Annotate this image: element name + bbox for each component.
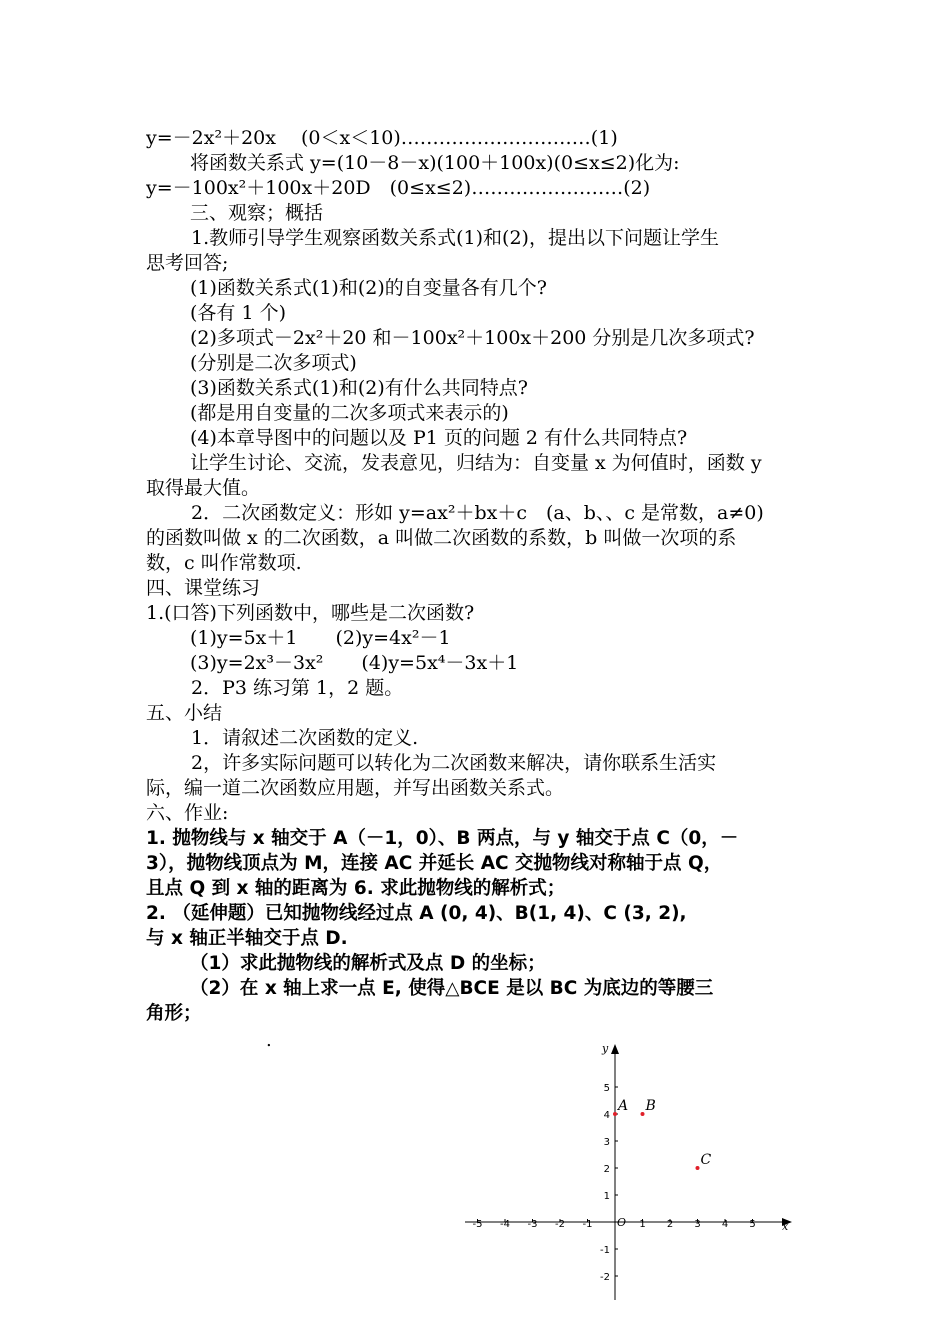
homework-line: 角形； <box>146 1003 202 1024</box>
x-tick-label: -1 <box>582 1219 593 1230</box>
x-axis-label: x <box>782 1220 789 1233</box>
definition-line: 的函数叫做 x 的二次函数，a 叫做二次函数的系数，b 叫做一次项的系 <box>146 527 737 549</box>
text-line: 1.教师引导学生观察函数关系式(1)和(2)，提出以下问题让学生 <box>191 227 719 249</box>
exercise-line: (1)y=5x＋1 (2)y=4x²－1 <box>190 627 451 649</box>
y-tick-label: 1 <box>603 1191 610 1202</box>
question-line: (2)多项式－2x²＋20 和－100x²＋100x＋200 分别是几次多项式? <box>190 327 755 349</box>
origin-label: O <box>617 1216 627 1229</box>
definition-line: 数，c 叫作常数项. <box>146 552 302 574</box>
y-tick-label: 4 <box>603 1110 610 1121</box>
text-line: 让学生讨论、交流，发表意见，归结为：自变量 x 为何值时，函数 y <box>190 452 762 474</box>
homework-line: 3），抛物线顶点为 M，连接 AC 并延长 AC 交抛物线对称轴于点 Q， <box>146 853 723 874</box>
x-tick-label: 5 <box>749 1219 756 1230</box>
point-a-marker <box>613 1112 617 1116</box>
point-b-label: B <box>645 1098 656 1114</box>
y-tick-label: -1 <box>600 1245 610 1256</box>
x-tick-label: 3 <box>694 1219 701 1230</box>
text-line: 取得最大值。 <box>146 477 261 499</box>
text-line: 将函数关系式 y=(10－8－x)(100＋100x)(0≤x≤2)化为: <box>190 152 680 174</box>
y-tick-label: -2 <box>600 1272 610 1283</box>
x-tick-label: 4 <box>721 1219 729 1230</box>
x-tick-label: -5 <box>472 1219 483 1230</box>
answer-line: (分别是二次多项式) <box>190 352 357 374</box>
summary-line: 1．请叙述二次函数的定义. <box>191 727 419 749</box>
x-tick-label: 2 <box>666 1219 674 1230</box>
point-c-label: C <box>700 1152 712 1168</box>
exercise-line: 1.(口答)下列函数中，哪些是二次函数? <box>146 602 475 624</box>
section-heading: 四、课堂练习 <box>146 577 261 599</box>
section-heading: 六、作业: <box>146 802 229 824</box>
homework-line: （2）在 x 轴上求一点 E, 使得△BCE 是以 BC 为底边的等腰三 <box>190 978 714 999</box>
x-tick-label: -2 <box>555 1219 565 1230</box>
x-tick-label: 1 <box>639 1219 646 1230</box>
point-c-marker <box>696 1166 700 1170</box>
y-tick-label: 3 <box>603 1137 610 1148</box>
x-tick-label: -3 <box>527 1219 538 1230</box>
coordinate-graph <box>460 1038 800 1308</box>
answer-line: (各有 1 个) <box>190 302 286 324</box>
homework-line: 2. （延伸题）已知抛物线经过点 A (0, 4)、B(1, 4)、C (3, 2), <box>146 903 687 924</box>
homework-line: 且点 Q 到 x 轴的距离为 6. 求此抛物线的解析式； <box>146 878 566 899</box>
homework-line: （1）求此抛物线的解析式及点 D 的坐标； <box>190 953 546 974</box>
y-tick-label: 5 <box>603 1083 610 1094</box>
point-b-marker <box>641 1112 645 1116</box>
x-tick-label: -4 <box>500 1219 510 1230</box>
equation-line-2: y=－100x²＋100x＋20D (0≤x≤2)……………………(2) <box>146 177 651 199</box>
text-line: 思考回答; <box>146 252 229 274</box>
question-line: (1)函数关系式(1)和(2)的自变量各有几个? <box>190 277 547 299</box>
homework-line: 与 x 轴正半轴交于点 D. <box>146 928 348 949</box>
question-line: (3)函数关系式(1)和(2)有什么共同特点? <box>190 377 528 399</box>
exercise-line: (3)y=2x³－3x² (4)y=5x⁴－3x＋1 <box>190 652 519 674</box>
question-line: (4)本章导图中的问题以及 P1 页的问题 2 有什么共同特点? <box>190 427 688 449</box>
summary-line: 2，许多实际问题可以转化为二次函数来解决，请你联系生活实 <box>191 752 717 774</box>
point-a-label: A <box>618 1098 629 1114</box>
section-heading: 五、小结 <box>146 702 223 724</box>
stray-mark: . <box>266 1030 272 1051</box>
y-axis-arrow <box>611 1044 619 1054</box>
equation-line-1: y=－2x²＋20x (0＜x＜10)…………………………(1) <box>146 127 618 149</box>
definition-line: 2．二次函数定义：形如 y=ax²＋bx＋c (a、b、、c 是常数，a≠0) <box>191 502 764 524</box>
section-heading: 三、观察；概括 <box>190 202 324 224</box>
exercise-line: 2．P3 练习第 1，2 题。 <box>191 677 404 699</box>
y-tick-label: 2 <box>603 1164 610 1175</box>
homework-line: 1. 抛物线与 x 轴交于 A（－1，0）、B 两点，与 y 轴交于点 C（0，－ <box>146 828 739 849</box>
summary-line: 际，编一道二次函数应用题，并写出函数关系式。 <box>146 777 565 799</box>
y-axis-label: y <box>602 1042 609 1055</box>
answer-line: (都是用自变量的二次多项式来表示的) <box>190 402 509 424</box>
